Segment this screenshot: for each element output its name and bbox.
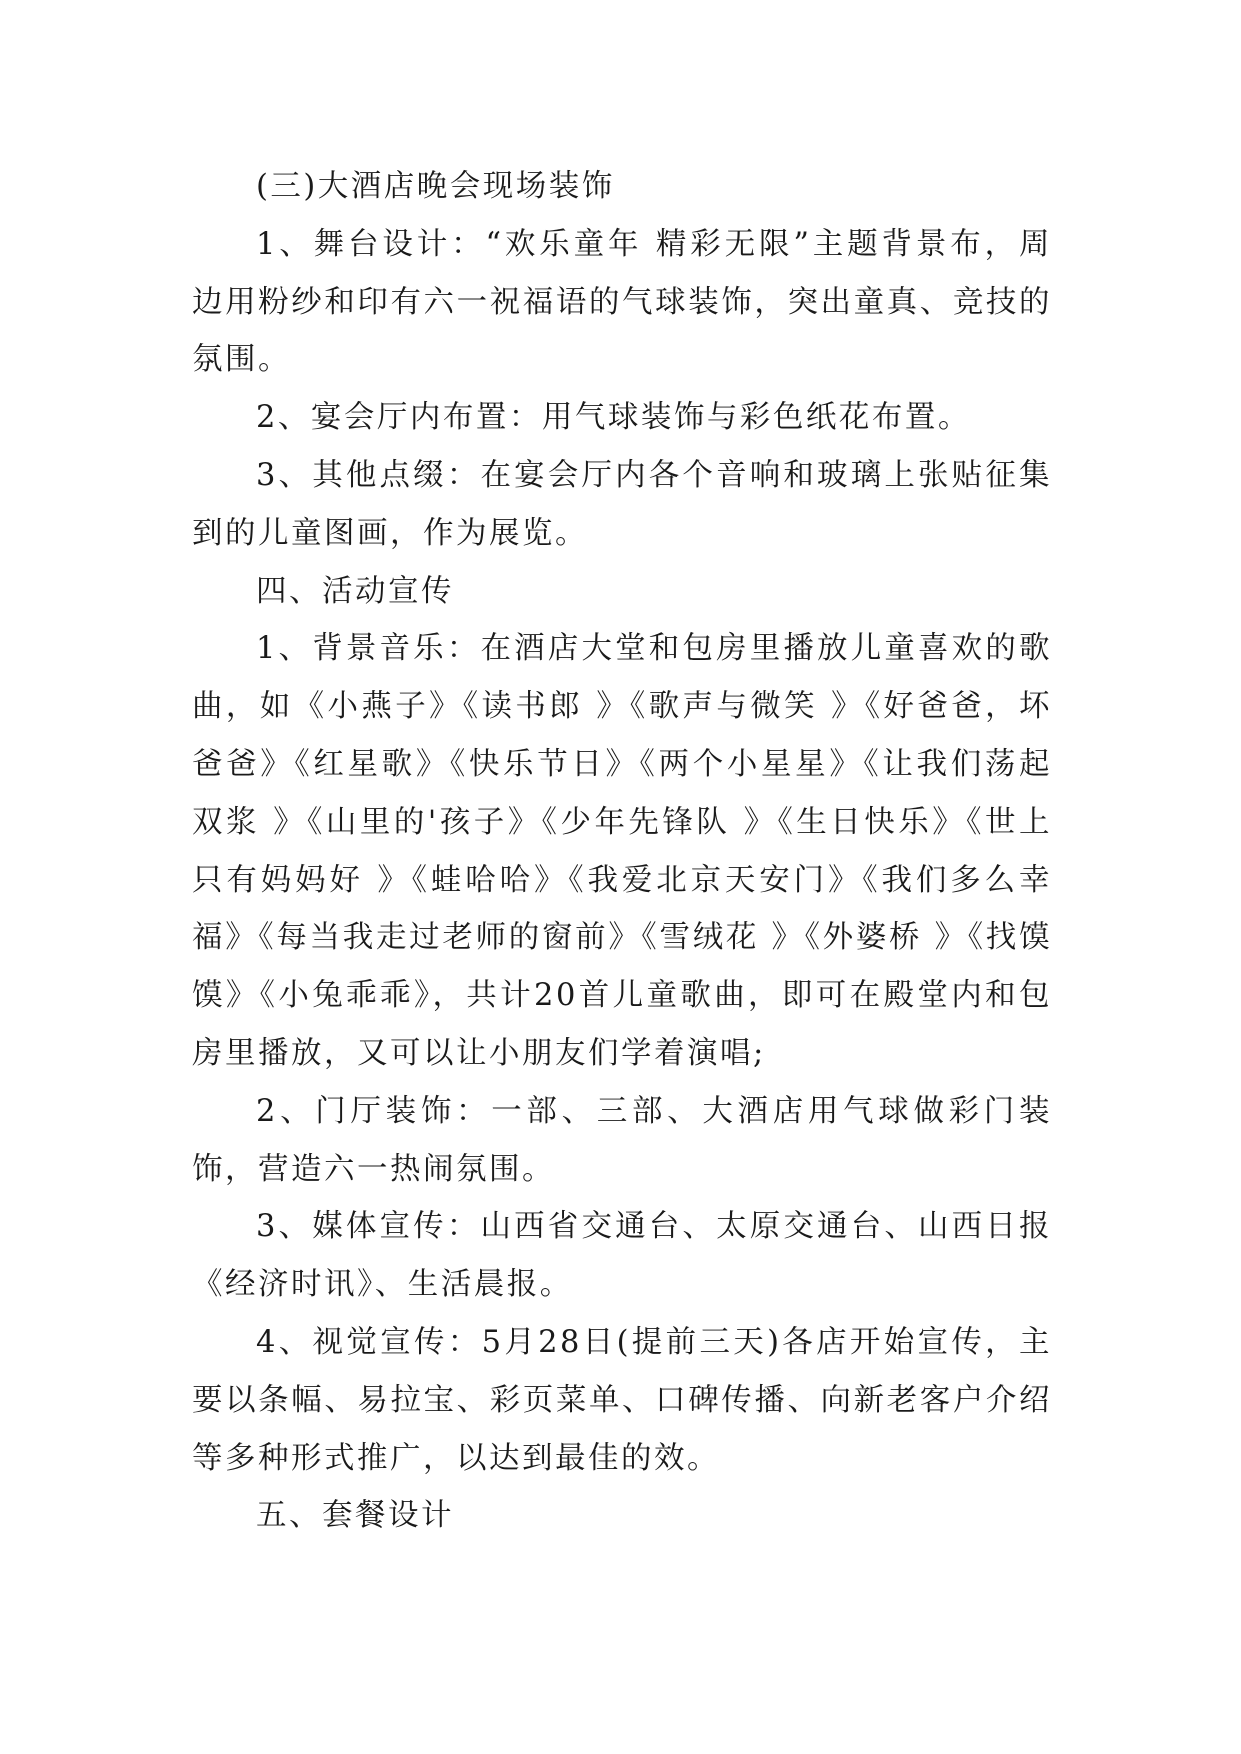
section-heading-promotion: 四、活动宣传 — [256, 573, 454, 609]
paragraph-other-decor: 3、其他点缀：在宴会厅内各个音响和玻璃上张贴征集到的儿童图画，作为展览。 — [192, 457, 1052, 551]
paragraph-background-music: 1、背景音乐：在酒店大堂和包房里播放儿童喜欢的歌曲，如《小燕子》《读书郎 》《歌声与微笑 》《好爸爸，坏爸爸》《红星歌》《快乐节日》《两个小星星》《让我们荡起双浆 》《山里的'孩子》《少年先锋队 》《生日快乐》《世上只有妈妈好 》《蛙哈哈》《我爱北京天安门》《我们多么幸福》《每当我走过老师的窗前》《雪绒花 》《外婆桥 》《找馍馍》《小兔乖乖》，共计20首儿童歌曲，即可在殿堂内和包房里播放，又可以让小朋友们学着演唱; — [192, 631, 1052, 1071]
section-heading-decoration: (三)大酒店晚会现场装饰 — [256, 169, 615, 204]
document-body — [192, 158, 1052, 1545]
section-heading-package: 五、套餐设计 — [256, 1498, 454, 1534]
paragraph-media-promotion: 3、媒体宣传：山西省交通台、太原交通台、山西日报《经济时讯》、生活晨报。 — [192, 1209, 1052, 1303]
paragraph-lobby-decor: 2、门厅装饰：一部、三部、大酒店用气球做彩门装饰，营造六一热闹氛围。 — [192, 1093, 1052, 1187]
paragraph-banquet-hall: 2、宴会厅内布置：用气球装饰与彩色纸花布置。 — [256, 400, 971, 436]
paragraph-visual-promotion: 4、视觉宣传：5月28日(提前三天)各店开始宣传，主要以条幅、易拉宝、彩页菜单、口碑传播、向新老客户介绍等多种形式推广，以达到最佳的效。 — [192, 1324, 1052, 1476]
paragraph-stage-design: 1、舞台设计：“欢乐童年 精彩无限”主题背景布，周边用粉纱和印有六一祝福语的气球装饰，突出童真、竞技的氛围。 — [192, 226, 1052, 378]
